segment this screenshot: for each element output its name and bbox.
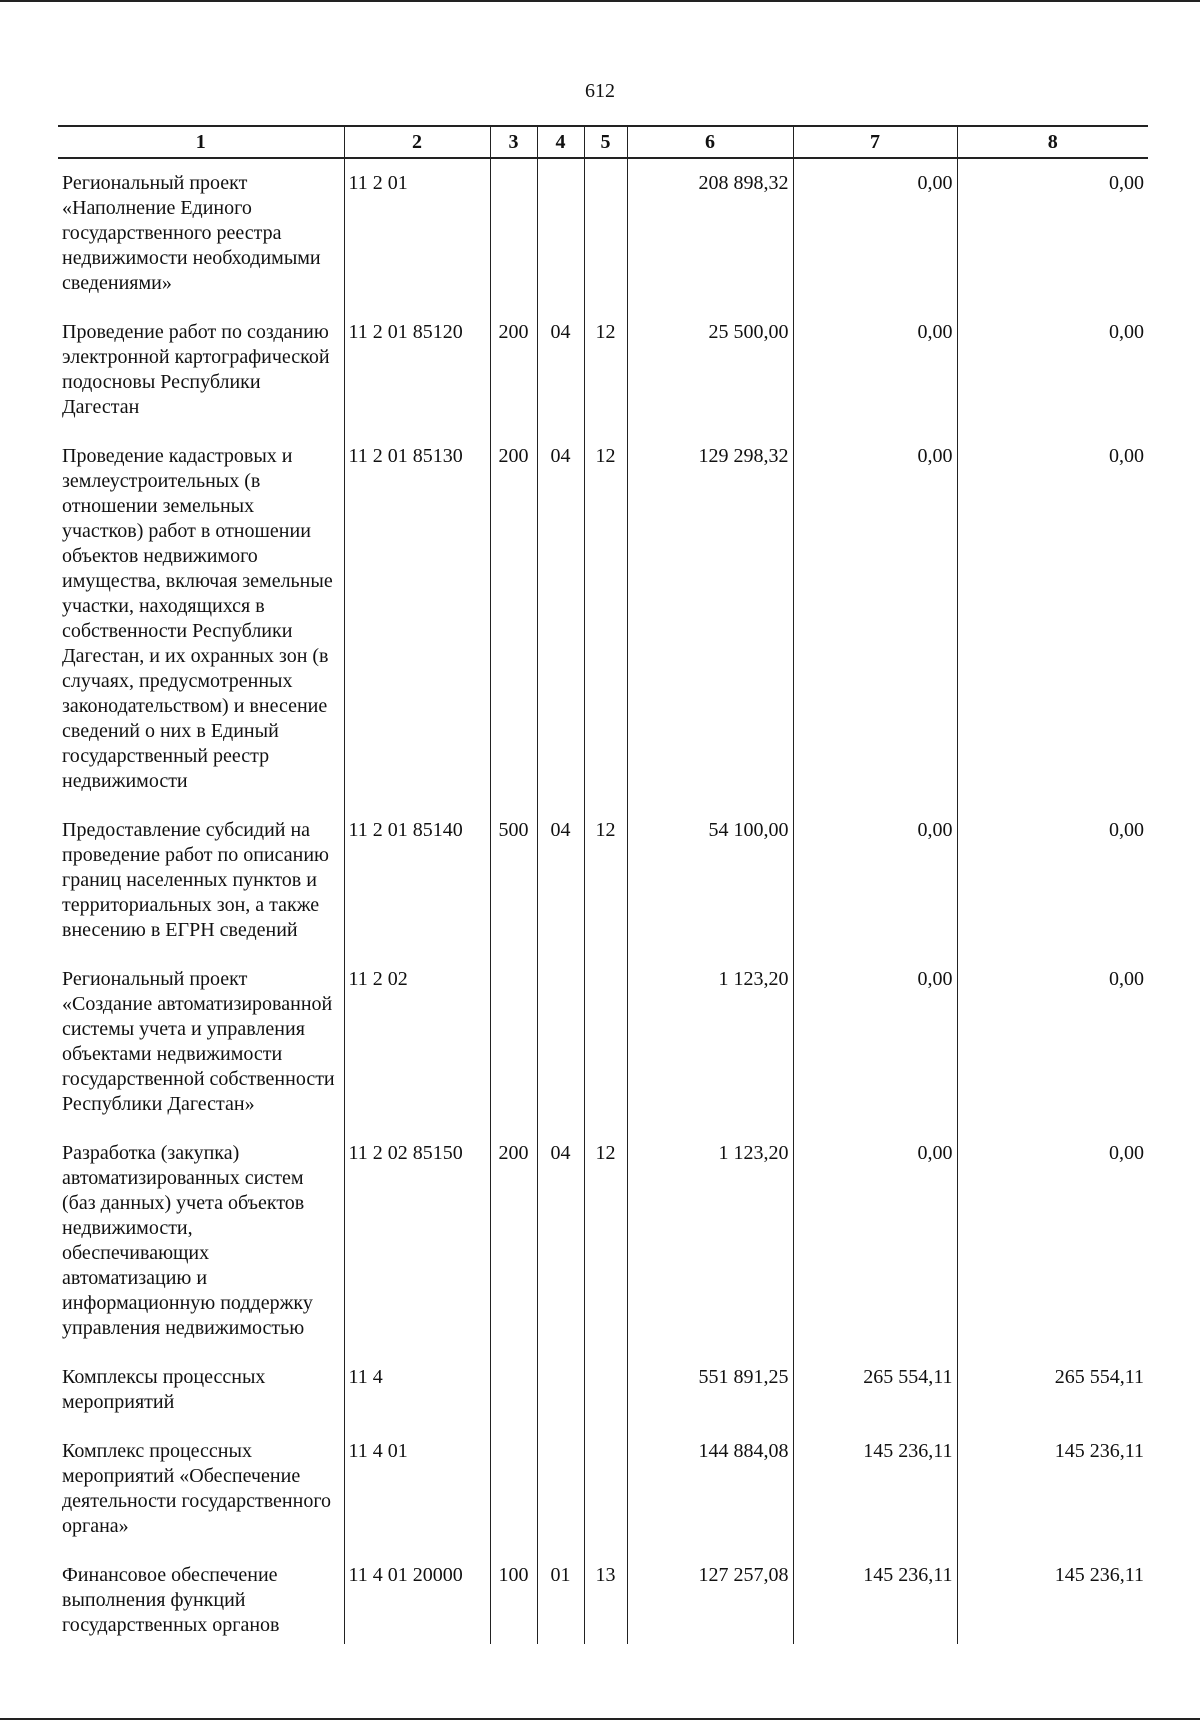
column-6-amount: 208 898,32 [627, 158, 793, 308]
column-4-value [537, 955, 584, 1129]
column-4-value [537, 1427, 584, 1551]
column-6-amount: 25 500,00 [627, 308, 793, 432]
page-number: 612 [585, 80, 615, 102]
column-7-amount: 265 554,11 [793, 1353, 957, 1427]
column-7-amount: 0,00 [793, 158, 957, 308]
column-3-value: 500 [490, 806, 537, 955]
column-header: 7 [793, 126, 957, 158]
column-7-amount: 0,00 [793, 432, 957, 806]
column-6-amount: 129 298,32 [627, 432, 793, 806]
column-header: 3 [490, 126, 537, 158]
column-header: 4 [537, 126, 584, 158]
column-3-value [490, 158, 537, 308]
column-4-value [537, 158, 584, 308]
column-header: 8 [957, 126, 1148, 158]
column-8-amount: 145 236,11 [957, 1427, 1148, 1551]
table-row [58, 1427, 1148, 1551]
column-header: 5 [584, 126, 627, 158]
column-8-amount: 0,00 [957, 432, 1148, 806]
column-6-amount: 144 884,08 [627, 1427, 793, 1551]
item-name: Финансовое обеспечение выполнения функций государственных органов [62, 1564, 280, 1636]
column-7-amount: 0,00 [793, 1129, 957, 1353]
column-6-amount: 54 100,00 [627, 806, 793, 955]
column-8-amount: 0,00 [957, 158, 1148, 308]
column-4-value [537, 1353, 584, 1427]
column-4-value: 04 [537, 806, 584, 955]
column-6-amount: 551 891,25 [627, 1353, 793, 1427]
item-code: 11 2 02 [344, 955, 490, 1129]
column-8-amount: 265 554,11 [957, 1353, 1148, 1427]
column-5-value: 12 [584, 308, 627, 432]
column-7-amount: 145 236,11 [793, 1427, 957, 1551]
column-header: 2 [344, 126, 490, 158]
item-code: 11 2 01 85140 [344, 806, 490, 955]
column-5-value [584, 1427, 627, 1551]
item-name: Предоставление субсидий на проведение работ по описанию границ населенных пунктов и территориальных зон, а также внесению в ЕГРН сведений [62, 819, 329, 941]
table-row [58, 806, 1148, 955]
column-5-value [584, 1353, 627, 1427]
column-8-amount: 145 236,11 [957, 1551, 1148, 1644]
item-name: Региональный проект «Создание автоматизированной системы учета и управления объектами недвижимости государственной собственности Республики Дагестан» [62, 968, 335, 1115]
column-7-amount: 0,00 [793, 308, 957, 432]
table-row [58, 1129, 1148, 1353]
column-4-value: 04 [537, 308, 584, 432]
column-6-amount: 1 123,20 [627, 955, 793, 1129]
item-code: 11 4 01 [344, 1427, 490, 1551]
item-name: Комплексы процессных мероприятий [62, 1366, 266, 1413]
item-name: Проведение кадастровых и землеустроительных (в отношении земельных участков) работ в отношении объектов недвижимого имущества, включая земельные участки, находящихся в собственности Республики Дагестан, и их охранных зон (в случаях, предусмотренных законодательством) и внесение сведений о них в Единый государственный реестр недвижимости [62, 445, 333, 792]
item-name: Проведение работ по созданию электронной картографической подосновы Республики Дагестан [62, 321, 330, 418]
item-name: Региональный проект «Наполнение Единого государственного реестра недвижимости необходимыми сведениями» [62, 172, 321, 294]
column-header: 6 [627, 126, 793, 158]
item-code: 11 2 02 85150 [344, 1129, 490, 1353]
column-header: 1 [58, 126, 344, 158]
item-name: Разработка (закупка) автоматизированных систем (баз данных) учета объектов недвижимости, обеспечивающих автоматизацию и информационную поддержку управления недвижимостью [62, 1142, 313, 1339]
table-row [58, 432, 1148, 806]
column-5-value [584, 955, 627, 1129]
table-row [58, 308, 1148, 432]
table-row [58, 955, 1148, 1129]
item-code: 11 2 01 85120 [344, 308, 490, 432]
column-4-value: 04 [537, 432, 584, 806]
column-8-amount: 0,00 [957, 1129, 1148, 1353]
column-8-amount: 0,00 [957, 806, 1148, 955]
column-6-amount: 1 123,20 [627, 1129, 793, 1353]
table-row [58, 158, 1148, 308]
column-3-value [490, 955, 537, 1129]
column-5-value: 13 [584, 1551, 627, 1644]
table-header-row [58, 126, 1148, 158]
column-7-amount: 0,00 [793, 955, 957, 1129]
item-code: 11 4 [344, 1353, 490, 1427]
page-top-rule [0, 0, 1200, 2]
column-3-value: 200 [490, 308, 537, 432]
column-3-value: 200 [490, 432, 537, 806]
table-row [58, 1353, 1148, 1427]
table-row [58, 1551, 1148, 1644]
item-code: 11 2 01 [344, 158, 490, 308]
column-8-amount: 0,00 [957, 308, 1148, 432]
column-3-value [490, 1427, 537, 1551]
item-code: 11 2 01 85130 [344, 432, 490, 806]
column-7-amount: 0,00 [793, 806, 957, 955]
page-bottom-rule [0, 1718, 1200, 1720]
column-3-value: 200 [490, 1129, 537, 1353]
column-4-value: 04 [537, 1129, 584, 1353]
column-3-value: 100 [490, 1551, 537, 1644]
column-3-value [490, 1353, 537, 1427]
column-5-value: 12 [584, 806, 627, 955]
column-7-amount: 145 236,11 [793, 1551, 957, 1644]
column-5-value [584, 158, 627, 308]
column-4-value: 01 [537, 1551, 584, 1644]
column-5-value: 12 [584, 1129, 627, 1353]
budget-table [58, 125, 1148, 1644]
item-name: Комплекс процессных мероприятий «Обеспечение деятельности государственного органа» [62, 1440, 332, 1537]
item-code: 11 4 01 20000 [344, 1551, 490, 1644]
column-8-amount: 0,00 [957, 955, 1148, 1129]
column-6-amount: 127 257,08 [627, 1551, 793, 1644]
column-5-value: 12 [584, 432, 627, 806]
